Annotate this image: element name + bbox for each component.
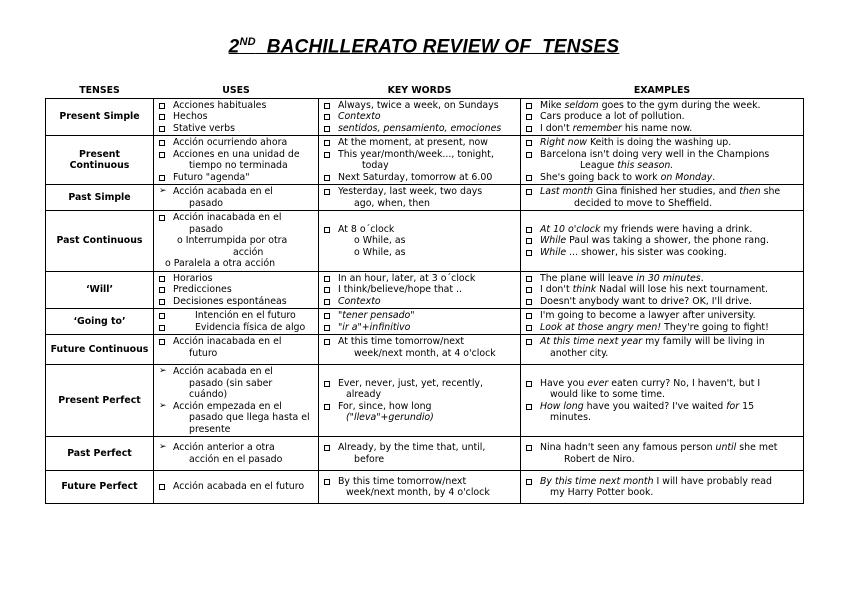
arrow-bullet-icon: ➢ <box>159 442 167 452</box>
bullet-square-icon <box>324 126 330 132</box>
tense-name: Past Continuous <box>46 211 154 272</box>
table-row <box>46 471 804 504</box>
keywords-cell: "tener pensado" "ir a"+infinitivo <box>319 309 521 335</box>
uses-cell: Acción inacabada en el pasado o Interrumpida por otra acción o Paralela a otra acción <box>154 211 319 272</box>
arrow-bullet-icon: ➢ <box>159 366 167 376</box>
table-row <box>46 211 804 272</box>
keywords-cell: By this time tomorrow/next week/next month, by 4 o'clock <box>319 471 521 504</box>
tense-name: ‘Going to’ <box>46 309 154 335</box>
bullet-square-icon <box>159 325 165 331</box>
bullet-square-icon <box>324 276 330 282</box>
uses-cell: Intención en el futuro Evidencia física de algo <box>154 309 319 335</box>
bullet-square-icon <box>159 103 165 109</box>
tense-name: Past Perfect <box>46 437 154 471</box>
keywords-cell: At the moment, at present, now This year/month/week..., tonight, today Next Saturday, tomorrow at 6.00 <box>319 136 521 185</box>
bullet-square-icon <box>526 299 532 305</box>
uses-cell: Horarios Predicciones Decisiones espontáneas <box>154 271 319 309</box>
examples-cell: I'm going to become a lawyer after university. Look at those angry men! They're going to fight! <box>521 309 804 335</box>
tense-name: Future Perfect <box>46 471 154 504</box>
tenses-table <box>45 85 804 504</box>
bullet-square-icon <box>159 276 165 282</box>
bullet-square-icon <box>159 126 165 132</box>
bullet-square-icon <box>324 381 330 387</box>
bullet-square-icon <box>526 126 532 132</box>
bullet-square-icon <box>324 404 330 410</box>
bullet-square-icon <box>526 381 532 387</box>
bullet-square-icon <box>159 215 165 221</box>
table-row <box>46 437 804 471</box>
examples-cell: Last month Gina finished her studies, and then she decided to move to Sheffield. <box>521 185 804 211</box>
tense-name: ‘Will’ <box>46 271 154 309</box>
examples-cell: The plane will leave in 30 minutes. I don't think Nadal will lose his next tournament. Doesn't anybody want to drive? OK, I'll drive. <box>521 271 804 309</box>
uses-cell: ➢ Acción acabada en el pasado (sin saber cuándo) ➢ Acción empezada en el pasado que llega hasta el presente <box>154 365 319 437</box>
table-row <box>46 98 804 136</box>
table-row <box>46 335 804 365</box>
header-examples: EXAMPLES <box>633 85 691 96</box>
header-key-words: KEY WORDS <box>387 85 452 96</box>
arrow-bullet-icon: ➢ <box>159 400 167 411</box>
bullet-square-icon <box>526 189 532 195</box>
bullet-square-icon <box>324 445 330 451</box>
arrow-bullet-icon: ➢ <box>159 186 167 196</box>
bullet-square-icon <box>324 140 330 146</box>
table-row <box>46 365 804 437</box>
bullet-square-icon <box>526 404 532 410</box>
bullet-square-icon <box>159 152 165 158</box>
bullet-square-icon <box>526 325 532 331</box>
table-row <box>46 271 804 309</box>
bullet-square-icon <box>324 339 330 345</box>
bullet-square-icon <box>324 103 330 109</box>
bullet-square-icon <box>324 175 330 181</box>
examples-cell: By this time next month I will have probably read my Harry Potter book. <box>521 471 804 504</box>
uses-cell: ➢ Acción acabada en el pasado <box>154 185 319 211</box>
keywords-cell: At this time tomorrow/next week/next month, at 4 o'clock <box>319 335 521 365</box>
keywords-cell: Already, by the time that, until, before <box>319 437 521 471</box>
bullet-square-icon <box>324 299 330 305</box>
bullet-square-icon <box>159 114 165 120</box>
bullet-square-icon <box>526 250 532 256</box>
examples-cell: Right now Keith is doing the washing up. Barcelona isn't doing very well in the Champions League this season. She's going back to work on Monday. <box>521 136 804 185</box>
table-row <box>46 309 804 335</box>
keywords-cell: Always, twice a week, on Sundays Contexto sentidos, pensamiento, emociones <box>319 98 521 136</box>
page-title: 2ND BACHILLERATO REVIEW OF TENSES <box>228 36 620 58</box>
examples-cell: Have you ever eaten curry? No, I haven't, but I would like to some time. How long have you waited? I've waited for 15 minutes. <box>521 365 804 437</box>
bullet-square-icon <box>159 287 165 293</box>
keywords-cell: Ever, never, just, yet, recently, already For, since, how long ("lleva"+gerundio) <box>319 365 521 437</box>
bullet-square-icon <box>324 287 330 293</box>
circle-bullet-icon: o <box>354 246 363 258</box>
table-row <box>46 185 804 211</box>
tense-name: Present Perfect <box>46 365 154 437</box>
tense-name: Present Simple <box>46 98 154 136</box>
bullet-square-icon <box>526 114 532 120</box>
bullet-square-icon <box>324 227 330 233</box>
keywords-cell: In an hour, later, at 3 o´clock I think/believe/hope that .. Contexto <box>319 271 521 309</box>
examples-cell: Nina hadn't seen any famous person until she met Robert de Niro. <box>521 437 804 471</box>
table-header-row <box>46 85 804 98</box>
examples-cell: At this time next year my family will be living in another city. <box>521 335 804 365</box>
bullet-square-icon <box>526 175 532 181</box>
uses-cell: Acción ocurriendo ahora Acciones en una unidad de tiempo no terminada Futuro "agenda" <box>154 136 319 185</box>
bullet-square-icon <box>159 313 165 319</box>
bullet-square-icon <box>159 175 165 181</box>
bullet-square-icon <box>526 140 532 146</box>
bullet-square-icon <box>526 103 532 109</box>
circle-bullet-icon: o <box>354 235 363 246</box>
bullet-square-icon <box>526 445 532 451</box>
uses-cell: Acción inacabada en el futuro <box>154 335 319 365</box>
header-tenses: TENSES <box>79 85 120 96</box>
bullet-square-icon <box>526 339 532 345</box>
bullet-square-icon <box>324 313 330 319</box>
table-row <box>46 136 804 185</box>
bullet-square-icon <box>159 140 165 146</box>
examples-cell: At 10 o'clock my friends were having a drink. While Paul was taking a shower, the phone rang. While ... shower, his sister was cooking. <box>521 211 804 272</box>
bullet-square-icon <box>526 276 532 282</box>
bullet-square-icon <box>324 479 330 485</box>
bullet-square-icon <box>526 313 532 319</box>
tense-name: Present Continuous <box>46 136 154 185</box>
bullet-square-icon <box>526 479 532 485</box>
uses-cell: Acción acabada en el futuro <box>154 471 319 504</box>
keywords-cell: Yesterday, last week, two days ago, when, then <box>319 185 521 211</box>
tense-name: Future Continuous <box>46 335 154 365</box>
tense-name: Past Simple <box>46 185 154 211</box>
bullet-square-icon <box>324 189 330 195</box>
header-uses: USES <box>222 85 250 96</box>
uses-cell: Acciones habituales Hechos Stative verbs <box>154 98 319 136</box>
examples-cell: Mike seldom goes to the gym during the week. Cars produce a lot of pollution. I don't remember his name now. <box>521 98 804 136</box>
bullet-square-icon <box>526 227 532 233</box>
keywords-cell: At 8 o´clock o While, as o While, as <box>319 211 521 272</box>
bullet-square-icon <box>159 299 165 305</box>
bullet-square-icon <box>324 325 330 331</box>
circle-bullet-icon: o <box>165 258 174 269</box>
bullet-square-icon <box>324 152 330 158</box>
bullet-square-icon <box>526 238 532 244</box>
uses-cell: ➢ Acción anterior a otra acción en el pasado <box>154 437 319 471</box>
bullet-square-icon <box>324 114 330 120</box>
circle-bullet-icon: o <box>177 235 186 246</box>
bullet-square-icon <box>159 484 165 490</box>
bullet-square-icon <box>526 287 532 293</box>
bullet-square-icon <box>159 339 165 345</box>
bullet-square-icon <box>526 152 532 158</box>
